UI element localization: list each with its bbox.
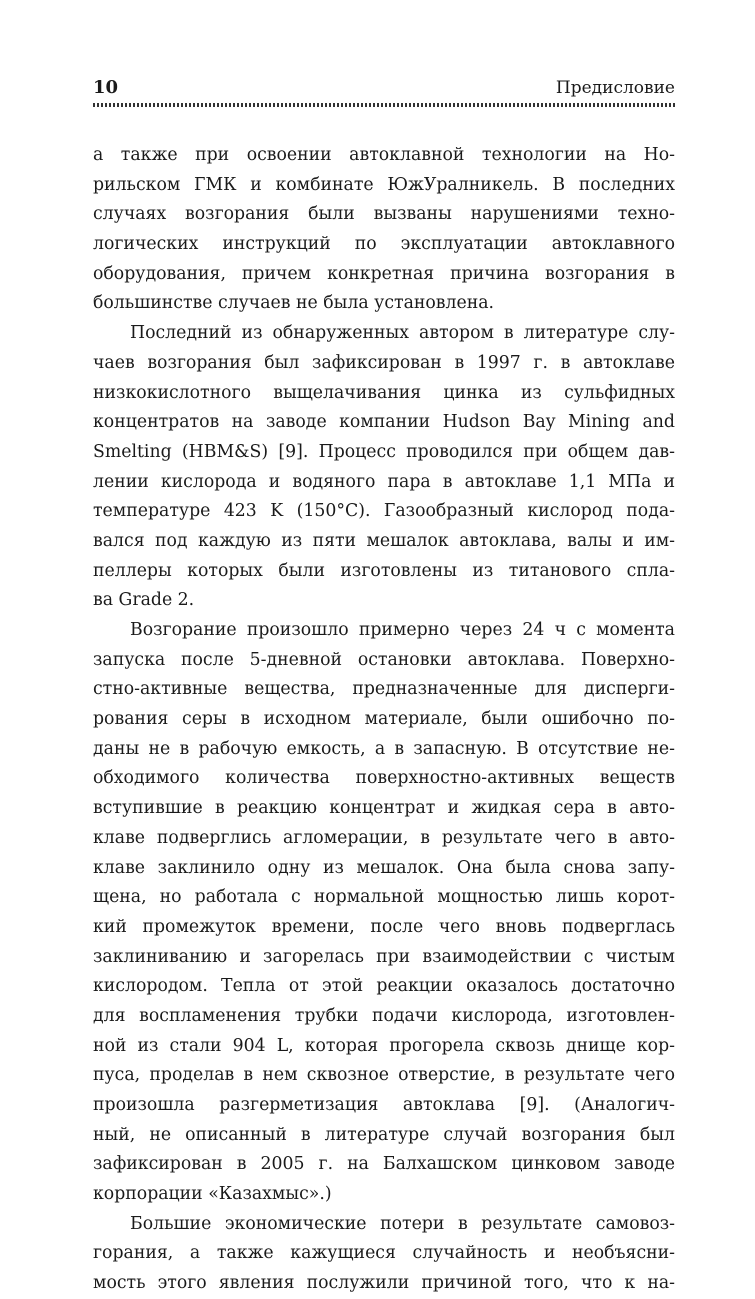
text-line: пуса, проделав в нем сквозное отверстие, в результате чего bbox=[93, 1065, 675, 1086]
text-line: пеллеры которых были изготовлены из титанового спла- bbox=[93, 560, 675, 581]
text-line: запуска после 5-дневной остановки автоклава. Поверхно- bbox=[93, 649, 675, 670]
text-line: а также при освоении автоклавной технологии на Но- bbox=[93, 145, 675, 165]
text-line: ной из стали 904 L, которая прогорела сквозь днище кор- bbox=[93, 1035, 675, 1056]
text-line: корпорации «Казахмыс».) bbox=[93, 1184, 332, 1205]
text-line: рильском ГМК и комбинате ЮжУралникель. В последних bbox=[93, 174, 675, 195]
paragraph bbox=[93, 141, 675, 319]
text-line: зафиксирован в 2005 г. на Балхашском цинковом заводе bbox=[93, 1154, 675, 1175]
text-line: заклиниванию и загорелась при взаимодействии с чистым bbox=[93, 946, 675, 967]
text-line: стно-активные вещества, предназначенные для дисперги- bbox=[93, 679, 675, 700]
paragraph bbox=[93, 319, 675, 616]
text-line: вался под каждую из пяти мешалок автоклава, валы и им- bbox=[93, 530, 675, 551]
text-line: логических инструкций по эксплуатации автоклавного bbox=[93, 234, 675, 255]
text-line: рования серы в исходном материале, были ошибочно по- bbox=[93, 709, 675, 730]
text-line: лении кислорода и водяного пара в автоклаве 1,1 МПа и bbox=[93, 471, 675, 492]
body-text bbox=[93, 141, 675, 1299]
text-line: горания, а также кажущиеся случайность и необъясни- bbox=[93, 1243, 675, 1264]
text-line: клаве заклинило одну из мешалок. Она была снова запу- bbox=[93, 857, 675, 878]
text-line: кий промежуток времени, после чего вновь подверглась bbox=[93, 916, 675, 937]
paragraph bbox=[93, 616, 675, 1210]
paragraph bbox=[93, 1210, 675, 1299]
text-line: Большие экономические потери в результате самовоз- bbox=[130, 1213, 675, 1234]
header-divider bbox=[93, 103, 675, 107]
text-line: щена, но работала с нормальной мощностью лишь корот- bbox=[93, 887, 675, 908]
page-number: 10 bbox=[93, 77, 119, 98]
text-line: концентратов на заводе компании Hudson Bay Mining and bbox=[93, 412, 675, 433]
text-line: Smelting (HBM&S) [9]. Процесс проводился при общем дав- bbox=[93, 441, 675, 462]
text-line: большинстве случаев не была установлена. bbox=[93, 293, 495, 314]
text-line: вступившие в реакцию концентрат и жидкая сера в авто- bbox=[93, 798, 675, 819]
text-line: ва Grade 2. bbox=[93, 590, 195, 611]
text-line: для воспламенения трубки подачи кислорода, изготовлен- bbox=[93, 1005, 675, 1026]
text-line: обходимого количества поверхностно-активных веществ bbox=[93, 768, 675, 789]
text-line: произошла разгерметизация автоклава [9]. (Аналогич- bbox=[93, 1095, 675, 1115]
section-title: Предисловие bbox=[555, 78, 675, 98]
text-line: Возгорание произошло примерно через 24 ч с момента bbox=[130, 620, 675, 640]
text-line: случаях возгорания были вызваны нарушениями техно- bbox=[93, 204, 675, 225]
text-line: кислородом. Тепла от этой реакции оказалось достаточно bbox=[93, 976, 675, 997]
text-line: низкокислотного выщелачивания цинка из сульфидных bbox=[93, 382, 675, 403]
text-line: даны не в рабочую емкость, а в запасную. В отсутствие не- bbox=[93, 738, 675, 759]
text-line: чаев возгорания был зафиксирован в 1997 г. в автоклаве bbox=[93, 352, 675, 373]
text-line: Последний из обнаруженных автором в литературе слу- bbox=[130, 323, 675, 344]
text-line: клаве подверглись агломерации, в результате чего в авто- bbox=[93, 827, 675, 848]
text-line: температуре 423 K (150°C). Газообразный кислород пода- bbox=[93, 501, 675, 522]
text-line: ный, не описанный в литературе случай возгорания был bbox=[93, 1124, 675, 1145]
text-line: мость этого явления послужили причиной того, что к на- bbox=[93, 1273, 675, 1294]
text-line: оборудования, причем конкретная причина возгорания в bbox=[93, 263, 675, 284]
running-header bbox=[93, 76, 675, 100]
